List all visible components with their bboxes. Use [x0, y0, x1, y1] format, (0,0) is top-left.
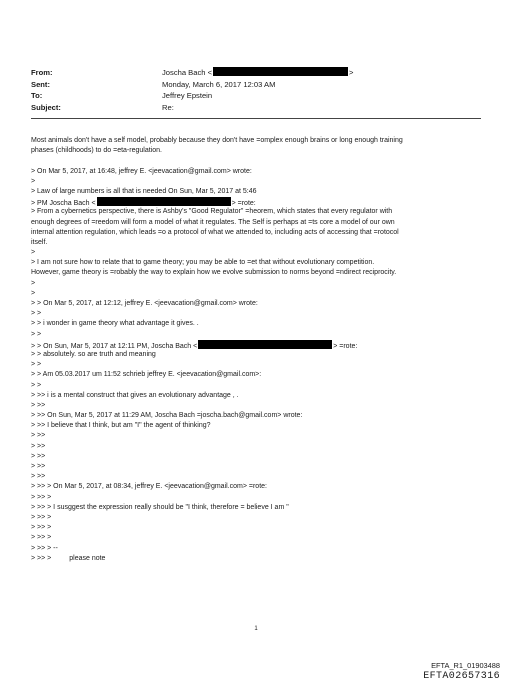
sent-label: Sent:	[31, 79, 50, 89]
quoted-line: > >>	[31, 463, 46, 470]
from-name: Joscha Bach <	[162, 68, 213, 77]
quoted-line: > >> >	[31, 513, 52, 521]
from-value	[162, 67, 353, 79]
quoted-line: > >> I believe that I think, but am "I" the agent of thinking?	[31, 422, 211, 430]
quoted-line: > >>	[31, 442, 46, 450]
email-body	[31, 136, 491, 564]
quoted-line: >	[31, 249, 36, 257]
quoted-line: > >>	[31, 432, 46, 440]
quoted-text: > =rote:	[231, 200, 256, 208]
quoted-line: > I am not sure how to relate that to game theory; you may be able to =et that without evolutionary competition.	[31, 259, 375, 267]
quoted-line: > >	[31, 330, 42, 338]
to-row	[31, 90, 491, 102]
quoted-line: >	[31, 177, 36, 185]
quoted-line: > > Am 05.03.2017 um 11:52 schrieb jeffrey E. <jeevacation@gmail.com>:	[31, 371, 262, 379]
quoted-line: enough degrees of =reedom will form a model of what it regulates. The Self is perhaps at =ts core a model of our own	[31, 218, 395, 226]
quoted-line: > > absolutely. so are truth and meaning	[31, 350, 156, 358]
quoted-line: > >> On Sun, Mar 5, 2017 at 11:29 AM, Joscha Bach =joscha.bach@gmail.com> wrote:	[31, 412, 303, 420]
page-number: 1	[254, 626, 258, 632]
redaction-bar	[97, 197, 231, 206]
quoted-line: > Law of large numbers is all that is needed On Sun, Mar 5, 2017 at 5:46	[31, 187, 257, 195]
spacer	[31, 156, 491, 166]
quoted-text: > > On Sun, Mar 5, 2017 at 12:11 PM, Joscha Bach <	[31, 342, 198, 350]
redaction-bar	[213, 67, 348, 76]
quoted-line	[31, 554, 491, 564]
quoted-line: > >> >	[31, 493, 52, 501]
quoted-line: > >>	[31, 452, 46, 460]
quoted-line: > >> > On Mar 5, 2017, at 08:34, jeffrey E. <jeevacation@gmail.com> =rote:	[31, 483, 267, 491]
to-label: To:	[31, 91, 43, 100]
quoted-line	[31, 197, 491, 207]
email-header	[31, 67, 491, 113]
quoted-line: > >> > I susggest the expression really should be "I think, therefore = believe I am "	[31, 503, 289, 511]
quoted-line: > > On Mar 5, 2017, at 12:12, jeffrey E. <jeevacation@gmail.com> wrote:	[31, 300, 258, 307]
from-row	[31, 67, 491, 79]
quoted-line: > >>	[31, 473, 46, 481]
quoted-line: > From a cybernetics perspective, there is Ashby's "Good Regulator" =heorem, which states that every regulator with	[31, 208, 393, 216]
quoted-line: > >>	[31, 401, 46, 409]
quoted-line: > >> >	[31, 534, 52, 542]
quoted-line: internal attention regulation, which leads =o a protocol of what we attended to, including acts of accessing that =rotocol	[31, 228, 399, 236]
from-label: From:	[31, 68, 53, 77]
quoted-text: > >> >	[31, 554, 52, 562]
to-value: Jeffrey Epstein	[162, 91, 213, 100]
sent-row	[31, 79, 491, 91]
header-divider	[31, 118, 481, 119]
quoted-line: > >> > --	[31, 544, 58, 552]
quoted-line: > >> >	[31, 524, 52, 532]
quoted-line	[31, 340, 491, 350]
sent-value: Monday, March 6, 2017 12:03 AM	[162, 79, 276, 89]
quoted-line: > >	[31, 310, 42, 318]
subject-value: Re:	[162, 102, 174, 112]
document-ref-large: EFTA02657316	[423, 671, 500, 682]
body-line: phases (childhoods) to do =eta-regulation.	[31, 147, 162, 155]
quoted-line: > >> i is a mental construct that gives an evolutionary advantage , .	[31, 391, 239, 399]
quoted-line: >	[31, 279, 36, 287]
body-line: Most animals don't have a self model, probably because they don't have =omplex enough brains or long enough training	[31, 137, 403, 144]
quoted-line: >	[31, 289, 36, 297]
quoted-text: please note	[69, 554, 106, 562]
quoted-text: > =rote:	[333, 342, 358, 350]
redaction-bar	[198, 340, 332, 349]
from-close: >	[349, 68, 354, 77]
document-ref-small: EFTA_R1_01903488	[431, 661, 500, 670]
quoted-line: itself.	[31, 238, 48, 246]
quoted-line: > On Mar 5, 2017, at 16:48, jeffrey E. <jeevacation@gmail.com> wrote:	[31, 167, 252, 175]
quoted-line: > >	[31, 361, 42, 369]
subject-label: Subject:	[31, 102, 61, 112]
quoted-line: > > i wonder in game theory what advantage it gives. .	[31, 320, 199, 328]
quoted-text: > PM Joscha Bach <	[31, 200, 96, 208]
quoted-line: However, game theory is =robably the way to explain how we evolve submission to norms beyond =ndirect reciprocity.	[31, 269, 397, 277]
quoted-line: > >	[31, 381, 42, 389]
subject-row	[31, 102, 491, 114]
